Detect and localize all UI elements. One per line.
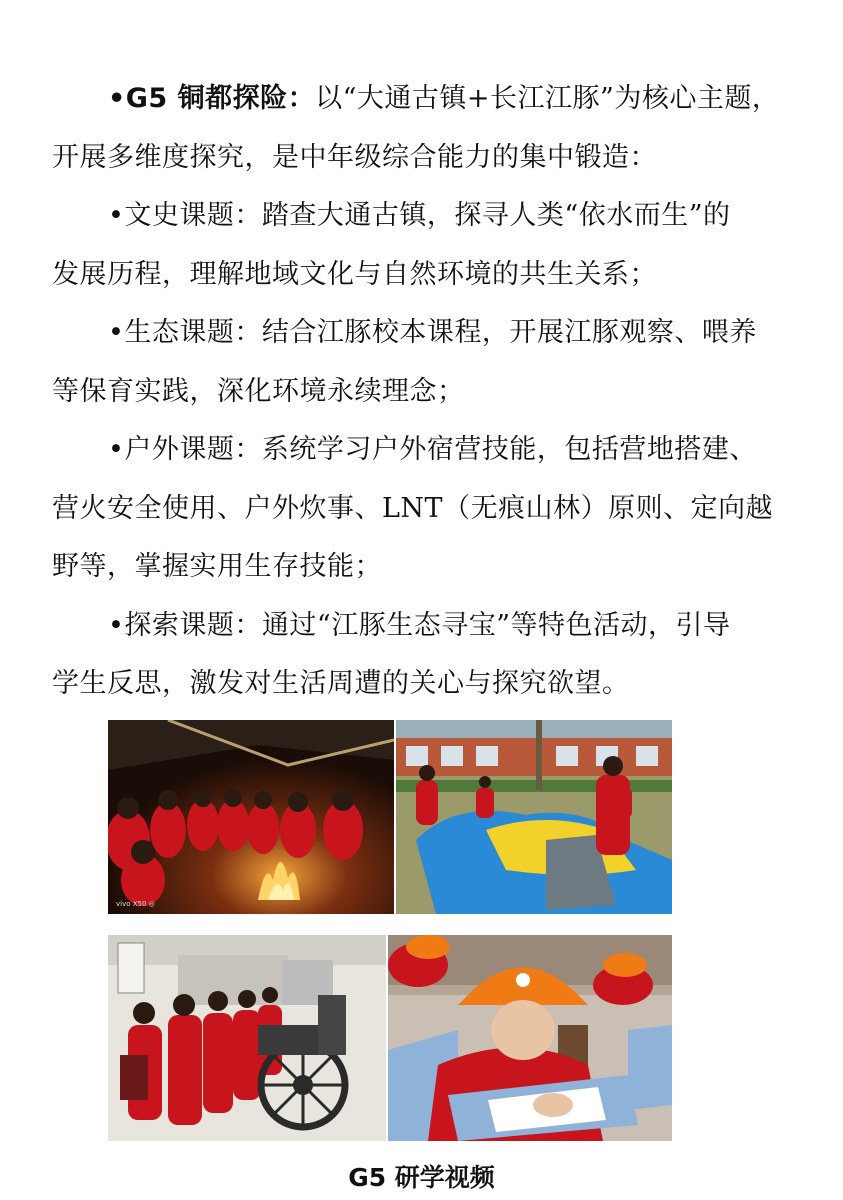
paragraph-ecology-line-1: •生态课题：结合江豚校本课程，开展江豚观察、喂养 bbox=[108, 317, 757, 348]
photo-printing-press bbox=[108, 935, 386, 1141]
paragraph-outdoor-line-1: •户外课题：系统学习户外宿营技能，包括营地搭建、 bbox=[108, 434, 757, 465]
paragraph-intro-line-2: 开展多维度探究，是中年级综合能力的集中锻造： bbox=[52, 141, 657, 173]
camera-watermark: vivo X50 ◎ bbox=[116, 900, 155, 908]
paragraph-explore-line-1: •探索课题：通过“江豚生态寻宝”等特色活动，引导 bbox=[108, 609, 731, 641]
intro-lead: •G5 铜都探险： bbox=[108, 83, 316, 114]
photo-campfire bbox=[108, 720, 394, 914]
video-caption: G5 研学视频 bbox=[348, 1163, 495, 1192]
paragraph-history-line-1: •文史课题：踏查大通古镇，探寻人类“依水而生”的 bbox=[108, 200, 731, 231]
paragraph-outdoor-line-3: 野等，掌握实用生存技能； bbox=[52, 551, 382, 582]
paragraph-ecology-line-2: 等保育实践，深化环境永续理念； bbox=[52, 375, 465, 407]
photo-student-writing bbox=[388, 935, 672, 1141]
paragraph-intro-line-1 bbox=[52, 70, 812, 129]
body-text bbox=[52, 70, 812, 714]
paragraph-explore-line-2: 学生反思，激发对生活周遭的关心与探究欲望。 bbox=[52, 668, 630, 699]
paragraph-history-line-2: 发展历程，理解地域文化与自然环境的共生关系； bbox=[52, 258, 657, 290]
photo-tent-setup bbox=[396, 720, 672, 914]
intro-rest: 以“大通古镇+长江江豚”为核心主题， bbox=[315, 83, 780, 114]
paragraph-outdoor-line-2: 营火安全使用、户外炊事、LNT（无痕山林）原则、定向越 bbox=[52, 492, 774, 524]
